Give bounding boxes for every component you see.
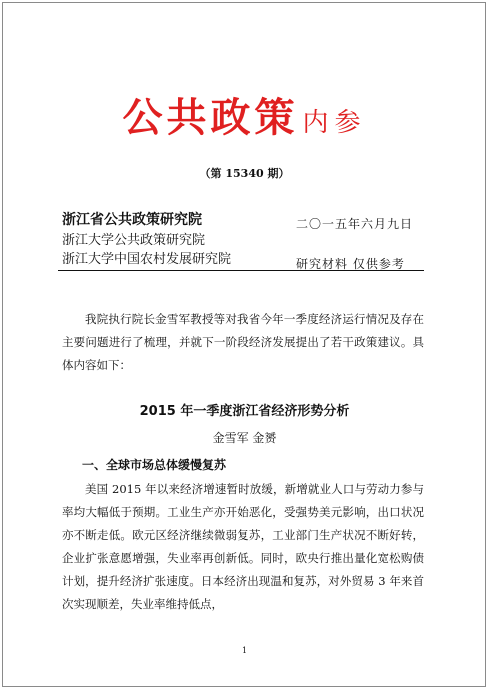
header-divider	[58, 270, 424, 271]
publisher-org-2: 浙江大学公共政策研究院	[62, 233, 206, 248]
issue-number: （第 15340 期）	[199, 167, 290, 180]
intro-paragraph: 我院执行院长金雪军教授等对我省今年一季度经济运行情况及存在主要问题进行了梳理，并就下一阶段经济发展提出了若干政策建议。具体内容如下：	[62, 312, 424, 372]
body-paragraph: 美国 2015 年以来经济增速暂时放缓，新增就业人口与劳动力参与率均大幅低于预期。工业生产亦开始恶化，受强势美元影响，出口状况亦不断走低。欧元区经济继续微弱复苏，工业部门生产状况不断好转，企业扩张意愿增强，失业率再创新低。同时，欧央行推出量化宽松购债计划，提升经济扩张速度。日本经济出现温和复苏，对外贸易 3 年来首次实现顺差，失业率维持低点，	[62, 482, 424, 611]
distribution-note: 研究材料 仅供参考	[296, 257, 405, 271]
section-heading: 一、全球市场总体缓慢复苏	[82, 458, 227, 472]
page-number: 1	[241, 646, 248, 655]
masthead-title-suffix: 内参	[302, 108, 367, 138]
masthead-title	[0, 94, 489, 141]
publisher-org-3: 浙江大学中国农村发展研究院	[62, 252, 232, 267]
masthead-title-main: 公共政策	[122, 94, 299, 141]
publish-date: 二〇一五年六月九日	[296, 217, 414, 231]
article-title: 2015 年一季度浙江省经济形势分析	[139, 404, 350, 419]
publisher-org-1: 浙江省公共政策研究院	[62, 212, 202, 228]
article-authors: 金雪军 金赟	[212, 431, 277, 445]
